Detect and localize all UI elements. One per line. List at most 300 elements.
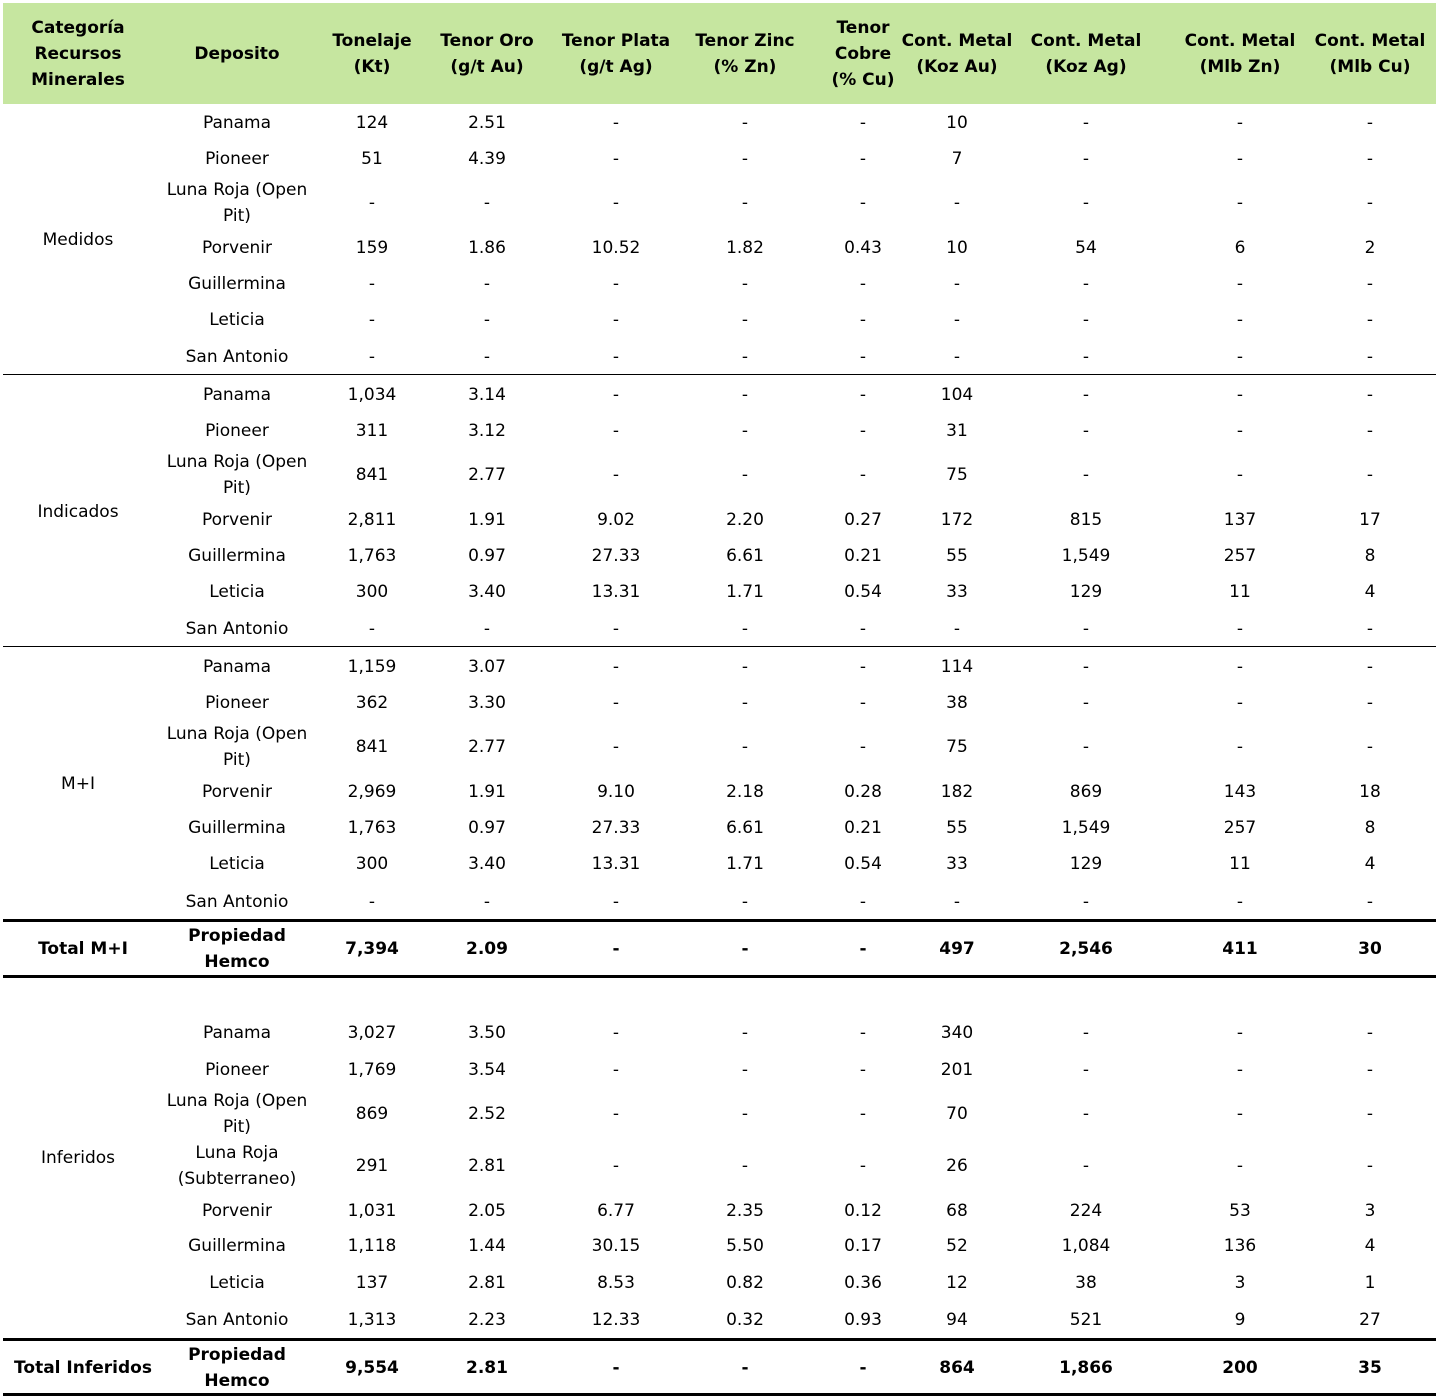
table-cell: -	[1082, 274, 1090, 294]
table-cell: 869	[1069, 782, 1103, 802]
table-cell: -	[741, 737, 749, 757]
table-cell: -	[1236, 149, 1244, 169]
table-cell: 55	[946, 546, 968, 566]
table-cell: -	[1082, 385, 1090, 405]
table-cell: 124	[355, 113, 389, 133]
table-cell: -	[612, 693, 620, 713]
table-cell: 8	[1364, 818, 1376, 838]
total-cell: 411	[1222, 939, 1258, 959]
total-cell: 1,866	[1059, 1358, 1113, 1378]
table-cell: 0.36	[844, 1273, 882, 1293]
column-header: Cont. Metal (Mlb Zn)	[1184, 30, 1296, 77]
table-cell: 75	[946, 737, 968, 757]
table-cell: -	[859, 657, 867, 677]
table-cell: 257	[1223, 818, 1257, 838]
table-cell: 54	[1075, 238, 1097, 258]
table-cell: 68	[946, 1201, 968, 1221]
deposit-name: San Antonio	[185, 619, 289, 639]
table-cell: -	[612, 1156, 620, 1176]
table-cell: -	[1236, 310, 1244, 330]
deposit-name: Luna Roja (Open Pit)	[166, 180, 308, 226]
category-label: Inferidos	[41, 1148, 115, 1168]
table-cell: -	[953, 274, 961, 294]
table-cell: -	[859, 465, 867, 485]
table-cell: 0.82	[726, 1273, 764, 1293]
table-cell: 0.43	[844, 238, 882, 258]
table-cell: 172	[940, 510, 974, 530]
total-cell: 2,546	[1059, 939, 1113, 959]
table-cell: 10	[946, 113, 968, 133]
table-cell: -	[1366, 385, 1374, 405]
deposit-name: Guillermina	[188, 274, 286, 294]
table-cell: 9.02	[597, 510, 635, 530]
deposit-name: Luna Roja (Subterraneo)	[177, 1143, 297, 1189]
table-cell: 143	[1223, 782, 1257, 802]
table-cell: -	[1366, 1060, 1374, 1080]
deposit-name: Leticia	[209, 854, 265, 874]
table-cell: -	[1082, 657, 1090, 677]
deposit-name: Porvenir	[201, 510, 273, 530]
column-header: Tenor Cobre (% Cu)	[831, 17, 895, 90]
table-cell: -	[1082, 465, 1090, 485]
table-cell: 1.44	[468, 1236, 506, 1256]
total-label: Total M+I	[38, 939, 128, 959]
total-cell: 30	[1358, 939, 1382, 959]
table-cell: 6.77	[597, 1201, 635, 1221]
table-cell: 4.39	[468, 149, 506, 169]
table-cell: 136	[1223, 1236, 1257, 1256]
table-cell: -	[1236, 347, 1244, 367]
table-cell: -	[1366, 421, 1374, 441]
table-cell: 4	[1364, 1236, 1376, 1256]
table-cell: -	[953, 347, 961, 367]
table-cell: 8.53	[597, 1273, 635, 1293]
table-cell: -	[368, 347, 376, 367]
table-cell: 0.97	[468, 546, 506, 566]
table-cell: -	[612, 657, 620, 677]
table-cell: 3.40	[468, 854, 506, 874]
table-cell: -	[1082, 310, 1090, 330]
total-cell: -	[741, 1358, 749, 1378]
table-cell: 3	[1234, 1273, 1246, 1293]
table-cell: 8	[1364, 546, 1376, 566]
table-cell: -	[741, 193, 749, 213]
table-cell: -	[1366, 465, 1374, 485]
table-cell: 0.93	[844, 1310, 882, 1330]
table-cell: -	[1082, 193, 1090, 213]
table-cell: -	[859, 1023, 867, 1043]
table-cell: -	[741, 1023, 749, 1043]
table-cell: -	[1236, 1023, 1244, 1043]
table-cell: 3.40	[468, 582, 506, 602]
table-cell: -	[953, 193, 961, 213]
table-cell: 30.15	[591, 1236, 641, 1256]
table-cell: 104	[940, 385, 974, 405]
table-cell: -	[612, 1060, 620, 1080]
table-cell: 1,549	[1061, 818, 1111, 838]
table-cell: -	[1082, 619, 1090, 639]
deposit-name: Pioneer	[205, 693, 269, 713]
table-cell: -	[368, 619, 376, 639]
table-cell: 94	[946, 1310, 968, 1330]
table-divider	[3, 1393, 1436, 1396]
table-cell: 6.61	[726, 546, 764, 566]
table-cell: 51	[361, 149, 383, 169]
category-label: Medidos	[42, 230, 114, 250]
table-cell: -	[1366, 657, 1374, 677]
table-cell: 9.10	[597, 782, 635, 802]
table-cell: 6.61	[726, 818, 764, 838]
table-cell: -	[741, 1156, 749, 1176]
table-cell: 0.28	[844, 782, 882, 802]
table-cell: -	[1236, 385, 1244, 405]
table-cell: 3.12	[468, 421, 506, 441]
table-cell: 6	[1234, 238, 1246, 258]
deposit-name: San Antonio	[185, 1310, 289, 1330]
table-cell: -	[612, 421, 620, 441]
table-cell: 1,159	[347, 657, 397, 677]
table-cell: 1,031	[347, 1201, 397, 1221]
table-cell: 10.52	[591, 238, 641, 258]
table-cell: -	[859, 274, 867, 294]
table-cell: -	[612, 310, 620, 330]
table-cell: -	[1082, 1156, 1090, 1176]
table-cell: -	[1236, 465, 1244, 485]
total-label: Total Inferidos	[14, 1358, 152, 1378]
total-cell: Propiedad Hemco	[188, 1345, 286, 1391]
table-cell: 55	[946, 818, 968, 838]
total-cell: -	[859, 1358, 867, 1378]
total-cell: Propiedad Hemco	[188, 926, 286, 972]
table-cell: -	[859, 193, 867, 213]
table-cell: 2.18	[726, 782, 764, 802]
table-cell: -	[483, 193, 491, 213]
table-cell: 311	[355, 421, 389, 441]
table-cell: -	[368, 310, 376, 330]
table-cell: -	[483, 892, 491, 912]
table-cell: 869	[355, 1104, 389, 1124]
table-cell: -	[859, 892, 867, 912]
table-cell: 1.91	[468, 510, 506, 530]
deposit-name: Leticia	[209, 1273, 265, 1293]
table-cell: 0.97	[468, 818, 506, 838]
table-cell: -	[859, 737, 867, 757]
table-cell: 1	[1364, 1273, 1376, 1293]
total-cell: 200	[1222, 1358, 1258, 1378]
table-cell: 2.23	[468, 1310, 506, 1330]
table-cell: 182	[940, 782, 974, 802]
table-cell: -	[1236, 1156, 1244, 1176]
table-cell: 2,811	[347, 510, 397, 530]
deposit-name: Pioneer	[205, 149, 269, 169]
table-cell: -	[859, 1104, 867, 1124]
table-cell: -	[741, 347, 749, 367]
total-cell: 864	[939, 1358, 975, 1378]
table-cell: 1,763	[347, 818, 397, 838]
table-cell: 1,313	[347, 1310, 397, 1330]
table-cell: 1.71	[726, 854, 764, 874]
table-cell: -	[1236, 113, 1244, 133]
table-cell: -	[1366, 113, 1374, 133]
table-cell: 33	[946, 854, 968, 874]
category-label: Indicados	[37, 502, 119, 522]
deposit-name: Luna Roja (Open Pit)	[166, 1091, 308, 1137]
table-cell: -	[1366, 1023, 1374, 1043]
deposit-name: Guillermina	[188, 1236, 286, 1256]
table-cell: -	[1082, 1104, 1090, 1124]
table-cell: -	[368, 193, 376, 213]
deposit-name: Panama	[202, 385, 272, 405]
table-divider	[3, 1338, 1436, 1341]
deposit-name: Porvenir	[201, 1201, 273, 1221]
table-cell: 3.50	[468, 1023, 506, 1043]
table-cell: -	[859, 1060, 867, 1080]
table-cell: 26	[946, 1156, 968, 1176]
table-cell: 1,118	[347, 1236, 397, 1256]
table-cell: -	[1236, 892, 1244, 912]
table-cell: 300	[355, 582, 389, 602]
table-cell: -	[1236, 1104, 1244, 1124]
table-cell: -	[612, 619, 620, 639]
deposit-name: Luna Roja (Open Pit)	[166, 724, 308, 770]
table-cell: -	[612, 193, 620, 213]
table-cell: -	[612, 274, 620, 294]
table-cell: 521	[1069, 1310, 1103, 1330]
table-cell: 33	[946, 582, 968, 602]
table-cell: 340	[940, 1023, 974, 1043]
table-cell: 2.05	[468, 1201, 506, 1221]
table-cell: 1,763	[347, 546, 397, 566]
table-cell: -	[483, 619, 491, 639]
table-cell: -	[1236, 274, 1244, 294]
table-cell: -	[483, 274, 491, 294]
deposit-name: Panama	[202, 657, 272, 677]
total-cell: -	[612, 1358, 620, 1378]
table-cell: -	[612, 149, 620, 169]
deposit-name: Pioneer	[205, 421, 269, 441]
table-cell: -	[1366, 693, 1374, 713]
table-cell: -	[612, 113, 620, 133]
table-cell: -	[1366, 310, 1374, 330]
table-cell: 52	[946, 1236, 968, 1256]
table-cell: 129	[1069, 854, 1103, 874]
table-divider	[3, 374, 1436, 375]
table-cell: 13.31	[591, 854, 641, 874]
table-cell: 159	[355, 238, 389, 258]
column-header: Cont. Metal (Koz Ag)	[1030, 30, 1142, 77]
table-cell: -	[859, 1156, 867, 1176]
table-cell: 257	[1223, 546, 1257, 566]
table-cell: -	[1082, 737, 1090, 757]
table-cell: -	[1082, 892, 1090, 912]
column-header: Tenor Zinc (% Zn)	[695, 30, 795, 77]
table-cell: 0.32	[726, 1310, 764, 1330]
table-cell: -	[741, 113, 749, 133]
table-cell: 3.07	[468, 657, 506, 677]
table-cell: -	[1366, 347, 1374, 367]
table-cell: -	[1366, 737, 1374, 757]
table-cell: -	[741, 693, 749, 713]
table-cell: 4	[1364, 582, 1376, 602]
deposit-name: Luna Roja (Open Pit)	[166, 452, 308, 498]
table-cell: -	[859, 385, 867, 405]
table-cell: 1.82	[726, 238, 764, 258]
table-cell: 7	[951, 149, 963, 169]
table-cell: -	[1236, 421, 1244, 441]
table-cell: 1,769	[347, 1060, 397, 1080]
deposit-name: Guillermina	[188, 818, 286, 838]
column-header: Deposito	[194, 43, 280, 64]
total-cell: 2.09	[466, 939, 508, 959]
table-cell: -	[741, 1104, 749, 1124]
table-cell: -	[1366, 193, 1374, 213]
table-cell: 3.54	[468, 1060, 506, 1080]
table-cell: 841	[355, 465, 389, 485]
table-cell: -	[1366, 892, 1374, 912]
table-cell: 129	[1069, 582, 1103, 602]
table-cell: -	[368, 274, 376, 294]
table-cell: -	[1366, 1156, 1374, 1176]
table-cell: 5.50	[726, 1236, 764, 1256]
table-cell: 1.91	[468, 782, 506, 802]
table-cell: 17	[1359, 510, 1381, 530]
table-cell: -	[612, 465, 620, 485]
table-cell: 300	[355, 854, 389, 874]
column-header: Cont. Metal (Koz Au)	[901, 30, 1013, 77]
table-cell: -	[1082, 421, 1090, 441]
table-cell: -	[859, 113, 867, 133]
table-cell: 1.71	[726, 582, 764, 602]
table-cell: 1,034	[347, 385, 397, 405]
total-cell: 35	[1358, 1358, 1382, 1378]
table-cell: 0.17	[844, 1236, 882, 1256]
table-cell: 53	[1229, 1201, 1251, 1221]
deposit-name: Panama	[202, 113, 272, 133]
table-cell: -	[1236, 619, 1244, 639]
deposit-name: Pioneer	[205, 1060, 269, 1080]
table-cell: 2.51	[468, 113, 506, 133]
table-cell: -	[1082, 693, 1090, 713]
deposit-name: Leticia	[209, 310, 265, 330]
table-cell: -	[1236, 693, 1244, 713]
table-cell: -	[741, 149, 749, 169]
table-cell: 31	[946, 421, 968, 441]
table-cell: -	[741, 1060, 749, 1080]
table-cell: 9	[1234, 1310, 1246, 1330]
table-cell: 0.54	[844, 582, 882, 602]
table-cell: 201	[940, 1060, 974, 1080]
table-cell: 3,027	[347, 1023, 397, 1043]
table-cell: 27	[1359, 1310, 1381, 1330]
table-cell: 11	[1229, 582, 1251, 602]
table-cell: -	[1366, 1104, 1374, 1124]
table-cell: -	[953, 310, 961, 330]
table-cell: 815	[1069, 510, 1103, 530]
table-cell: 0.27	[844, 510, 882, 530]
table-cell: -	[741, 385, 749, 405]
table-cell: -	[1366, 149, 1374, 169]
table-cell: 27.33	[591, 818, 641, 838]
table-cell: -	[859, 421, 867, 441]
total-cell: 9,554	[345, 1358, 399, 1378]
table-cell: -	[859, 149, 867, 169]
table-cell: 27.33	[591, 546, 641, 566]
table-cell: -	[741, 465, 749, 485]
table-cell: -	[612, 892, 620, 912]
table-cell: 1,084	[1061, 1236, 1111, 1256]
table-cell: 3	[1364, 1201, 1376, 1221]
table-cell: -	[1082, 149, 1090, 169]
table-cell: -	[859, 347, 867, 367]
table-cell: -	[1366, 274, 1374, 294]
table-cell: 12.33	[591, 1310, 641, 1330]
table-cell: -	[483, 310, 491, 330]
table-cell: -	[612, 1023, 620, 1043]
table-cell: 18	[1359, 782, 1381, 802]
table-cell: 3.14	[468, 385, 506, 405]
table-cell: -	[612, 385, 620, 405]
table-cell: 2,969	[347, 782, 397, 802]
table-divider	[3, 646, 1436, 647]
table-cell: -	[1236, 1060, 1244, 1080]
table-cell: 2.81	[468, 1273, 506, 1293]
table-cell: 2.20	[726, 510, 764, 530]
table-cell: -	[859, 310, 867, 330]
deposit-name: Porvenir	[201, 782, 273, 802]
table-cell: 1.86	[468, 238, 506, 258]
column-header: Tenor Plata (g/t Ag)	[561, 30, 671, 77]
table-cell: 70	[946, 1104, 968, 1124]
deposit-name: San Antonio	[185, 892, 289, 912]
table-cell: 362	[355, 693, 389, 713]
table-cell: 0.21	[844, 818, 882, 838]
table-cell: -	[953, 892, 961, 912]
table-cell: -	[741, 619, 749, 639]
table-cell: 10	[946, 238, 968, 258]
table-cell: 2	[1364, 238, 1376, 258]
total-cell: 2.81	[466, 1358, 508, 1378]
table-cell: -	[741, 657, 749, 677]
column-header: Tonelaje (Kt)	[332, 30, 412, 77]
total-cell: -	[859, 939, 867, 959]
table-cell: 38	[946, 693, 968, 713]
table-cell: -	[1082, 113, 1090, 133]
table-cell: 11	[1229, 854, 1251, 874]
table-divider	[3, 975, 1436, 978]
table-cell: -	[1236, 657, 1244, 677]
total-cell: -	[741, 939, 749, 959]
column-header: Tenor Oro (g/t Au)	[440, 30, 534, 77]
table-cell: -	[741, 310, 749, 330]
table-cell: 2.77	[468, 465, 506, 485]
table-cell: 137	[355, 1273, 389, 1293]
deposit-name: Panama	[202, 1023, 272, 1043]
table-cell: 1,549	[1061, 546, 1111, 566]
total-cell: 497	[939, 939, 975, 959]
table-cell: 841	[355, 737, 389, 757]
deposit-name: Leticia	[209, 582, 265, 602]
table-cell: 114	[940, 657, 974, 677]
table-cell: -	[612, 347, 620, 367]
column-header: Cont. Metal (Mlb Cu)	[1314, 30, 1426, 77]
table-cell: 13.31	[591, 582, 641, 602]
table-cell: 0.54	[844, 854, 882, 874]
table-cell: 12	[946, 1273, 968, 1293]
table-cell: 38	[1075, 1273, 1097, 1293]
table-cell: 2.77	[468, 737, 506, 757]
table-cell: -	[1082, 347, 1090, 367]
table-cell: -	[741, 421, 749, 441]
